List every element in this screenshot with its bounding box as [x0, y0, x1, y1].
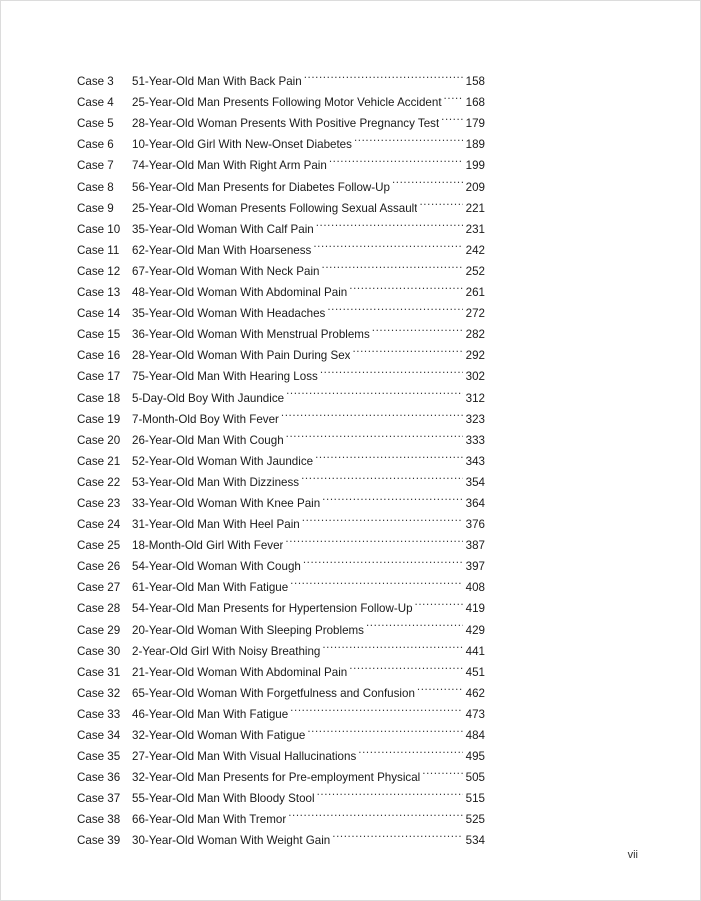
- case-label: Case 10: [77, 222, 121, 236]
- case-page-number: 179: [465, 117, 485, 131]
- case-page-number: 484: [465, 729, 485, 742]
- page-number: vii: [627, 849, 638, 861]
- case-label: Case 34: [77, 729, 121, 742]
- leader-dots: [366, 612, 463, 633]
- leader-dots: [349, 655, 463, 676]
- leader-dots: [313, 233, 463, 254]
- case-label: Case 39: [77, 834, 121, 848]
- leader-dots: [349, 275, 463, 296]
- case-page-number: 312: [465, 391, 485, 405]
- case-label: Case 30: [77, 644, 121, 658]
- case-page-number: 451: [465, 665, 485, 679]
- case-label: Case 27: [77, 581, 121, 595]
- case-page-number: 397: [465, 560, 485, 574]
- case-title: 55-Year-Old Man With Bloody Stool: [132, 792, 315, 806]
- case-page-number: 525: [465, 813, 485, 827]
- case-page-number: 292: [465, 349, 485, 363]
- leader-dots: [290, 697, 463, 718]
- leader-dots: [422, 760, 463, 781]
- table-of-contents: [77, 64, 485, 848]
- case-title: 36-Year-Old Woman With Menstrual Problems: [132, 328, 370, 342]
- leader-dots: [322, 486, 463, 507]
- case-label: Case 3: [77, 75, 114, 89]
- case-title: 48-Year-Old Woman With Abdominal Pain: [132, 286, 348, 300]
- case-page-number: 242: [465, 243, 485, 257]
- case-title: 33-Year-Old Woman With Knee Pain: [132, 496, 321, 510]
- case-label: Case 33: [77, 707, 121, 721]
- leader-dots: [322, 634, 463, 655]
- case-title: 27-Year-Old Man With Visual Hallucinations: [132, 750, 357, 764]
- case-title: 35-Year-Old Woman With Headaches: [132, 307, 326, 321]
- leader-dots: [316, 212, 463, 233]
- case-title: 28-Year-Old Woman Presents With Positive Pregnancy Test: [132, 117, 440, 131]
- case-title: 30-Year-Old Woman With Weight Gain: [132, 834, 331, 848]
- case-title: 32-Year-Old Man Presents for Pre-employment Physical: [132, 771, 421, 785]
- case-label: Case 6: [77, 138, 114, 152]
- case-title: 66-Year-Old Man With Tremor: [132, 813, 287, 827]
- case-label: Case 20: [77, 433, 121, 447]
- case-label: Case 13: [77, 286, 121, 300]
- case-title: 26-Year-Old Man With Cough: [132, 433, 284, 447]
- case-label: Case 18: [77, 391, 121, 405]
- case-page-number: 221: [465, 201, 485, 215]
- case-title: 18-Month-Old Girl With Fever: [132, 539, 284, 553]
- case-label: Case 23: [77, 496, 121, 510]
- case-label: Case 28: [77, 602, 121, 616]
- case-title: 53-Year-Old Man With Dizziness: [132, 475, 300, 489]
- leader-dots: [317, 781, 463, 802]
- case-title: 54-Year-Old Man Presents for Hypertension Follow-Up: [132, 602, 413, 616]
- leader-dots: [303, 549, 463, 570]
- leader-dots: [372, 317, 463, 338]
- leader-dots: [290, 570, 463, 591]
- case-title: 67-Year-Old Woman With Neck Pain: [132, 264, 320, 278]
- leader-dots: [301, 465, 463, 486]
- case-label: Case 35: [77, 750, 121, 764]
- case-title: 65-Year-Old Woman With Forgetfulness and Confusion: [132, 686, 415, 700]
- case-label: Case 37: [77, 792, 121, 806]
- case-label: Case 14: [77, 307, 121, 321]
- case-title: 61-Year-Old Man With Fatigue: [132, 581, 289, 595]
- case-title: 2-Year-Old Girl With Noisy Breathing: [132, 644, 321, 658]
- case-title: 28-Year-Old Woman With Pain During Sex: [132, 349, 351, 363]
- case-page-number: 272: [465, 307, 485, 321]
- case-label: Case 38: [77, 813, 121, 827]
- case-page-number: 462: [465, 686, 485, 700]
- case-page-number: 354: [465, 475, 485, 489]
- case-page-number: 168: [465, 96, 485, 110]
- case-page-number: 323: [465, 412, 485, 426]
- case-label: Case 36: [77, 771, 121, 785]
- case-label: Case 11: [77, 243, 120, 257]
- case-page-number: 302: [465, 370, 485, 384]
- case-title: 31-Year-Old Man With Heel Pain: [132, 518, 300, 532]
- leader-dots: [322, 254, 463, 275]
- case-label: Case 32: [77, 686, 121, 700]
- leader-dots: [415, 591, 463, 612]
- case-label: Case 5: [77, 117, 114, 131]
- case-page-number: 441: [465, 644, 485, 658]
- case-title: 5-Day-Old Boy With Jaundice: [132, 391, 285, 405]
- case-page-number: 364: [465, 496, 485, 510]
- toc-entry: [77, 64, 485, 89]
- case-title: 20-Year-Old Woman With Sleeping Problems: [132, 623, 364, 637]
- case-title: 52-Year-Old Woman With Jaundice: [132, 454, 314, 468]
- leader-dots: [358, 739, 463, 760]
- leader-dots: [332, 823, 463, 844]
- case-title: 35-Year-Old Woman With Calf Pain: [132, 222, 314, 236]
- case-page-number: 505: [465, 771, 485, 785]
- case-page-number: 158: [465, 75, 485, 89]
- leader-dots: [419, 191, 463, 212]
- leader-dots: [286, 380, 463, 401]
- case-page-number: 199: [465, 159, 485, 173]
- case-label: Case 26: [77, 560, 121, 574]
- case-label: Case 8: [77, 180, 114, 194]
- case-page-number: 261: [465, 286, 485, 300]
- case-label: Case 31: [77, 665, 121, 679]
- case-label: Case 17: [77, 370, 121, 384]
- case-page-number: 515: [465, 792, 485, 806]
- case-title: 51-Year-Old Man With Back Pain: [132, 75, 302, 89]
- leader-dots: [392, 169, 463, 190]
- case-title: 10-Year-Old Girl With New-Onset Diabetes: [132, 138, 352, 152]
- leader-dots: [352, 338, 463, 359]
- case-page-number: 495: [465, 750, 485, 764]
- case-page-number: 419: [465, 602, 485, 616]
- case-page-number: 252: [465, 264, 485, 278]
- case-page-number: 376: [465, 518, 485, 532]
- case-page-number: 231: [465, 222, 485, 236]
- case-label: Case 22: [77, 475, 121, 489]
- case-title: 46-Year-Old Man With Fatigue: [132, 707, 289, 721]
- leader-dots: [285, 528, 463, 549]
- case-label: Case 7: [77, 159, 114, 173]
- case-title: 21-Year-Old Woman With Abdominal Pain: [132, 665, 348, 679]
- case-page-number: 387: [465, 539, 485, 553]
- case-title: 25-Year-Old Man Presents Following Motor Vehicle Accident: [132, 96, 442, 110]
- case-page-number: 282: [465, 328, 485, 342]
- case-title: 54-Year-Old Woman With Cough: [132, 560, 301, 574]
- case-label: Case 19: [77, 412, 121, 426]
- leader-dots: [327, 296, 463, 317]
- leader-dots: [286, 423, 463, 444]
- case-label: Case 9: [77, 201, 114, 215]
- case-label: Case 16: [77, 349, 121, 363]
- leader-dots: [302, 507, 463, 528]
- case-page-number: 189: [465, 138, 485, 152]
- leader-dots: [315, 444, 463, 465]
- case-page-number: 408: [465, 581, 485, 595]
- leader-dots: [320, 359, 463, 380]
- leader-dots: [288, 802, 463, 823]
- case-title: 62-Year-Old Man With Hoarseness: [132, 243, 312, 257]
- case-page-number: 343: [465, 454, 485, 468]
- case-title: 25-Year-Old Woman Presents Following Sexual Assault: [132, 201, 418, 215]
- case-label: Case 12: [77, 264, 121, 278]
- case-label: Case 4: [77, 96, 114, 110]
- leader-dots: [354, 127, 463, 148]
- case-page-number: 209: [465, 180, 485, 194]
- case-title: 74-Year-Old Man With Right Arm Pain: [132, 159, 327, 173]
- leader-dots: [417, 676, 463, 697]
- leader-dots: [329, 148, 463, 169]
- leader-dots: [441, 106, 463, 127]
- case-label: Case 24: [77, 518, 121, 532]
- leader-dots: [444, 85, 463, 106]
- case-title: 75-Year-Old Man With Hearing Loss: [132, 370, 318, 384]
- case-page-number: 534: [465, 834, 485, 848]
- case-title: 56-Year-Old Man Presents for Diabetes Follow-Up: [132, 180, 390, 194]
- case-page-number: 333: [465, 433, 485, 447]
- case-page-number: 473: [465, 707, 485, 721]
- case-label: Case 29: [77, 623, 121, 637]
- case-title: 32-Year-Old Woman With Fatigue: [132, 729, 306, 742]
- leader-dots: [307, 718, 463, 739]
- case-title: 7-Month-Old Boy With Fever: [132, 412, 279, 426]
- case-label: Case 25: [77, 539, 121, 553]
- case-label: Case 15: [77, 328, 121, 342]
- case-label: Case 21: [77, 454, 121, 468]
- leader-dots: [304, 64, 463, 85]
- leader-dots: [281, 402, 463, 423]
- case-page-number: 429: [465, 623, 485, 637]
